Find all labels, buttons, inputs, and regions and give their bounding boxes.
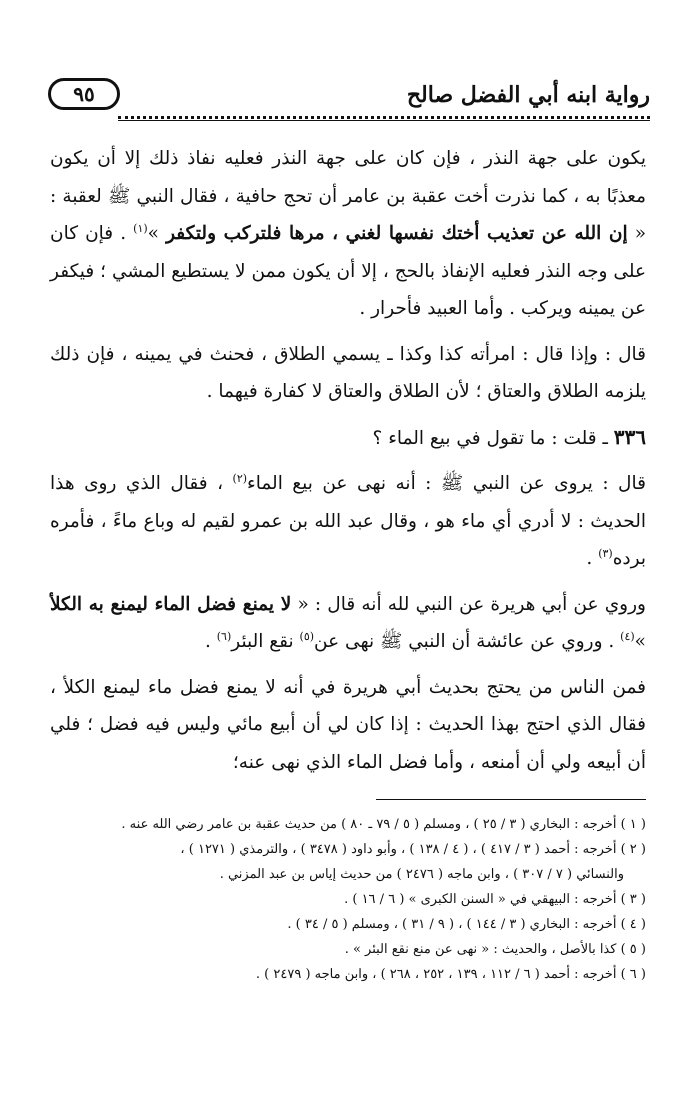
footnote-1: ( ١ ) أخرجه : البخاري ( ٣ / ٢٥ ) ، ومسلم ( ٥ / ٧٩ ـ ٨٠ ) من حديث عقبة بن عامر رضي الله عنه . (121, 817, 646, 832)
main-text (50, 140, 646, 781)
paragraph-1: يكون على جهة النذر ، فإن كان على جهة النذر فعليه نفاذ ذلك إلا أن يكون معذبًا به ، كما نذرت أخت عقبة بن عامر أن تحج حافية ، فقال النبي ﷺ لعقبة : « إن الله عن تعذيب أختك نفسها لغني ، مرها فلتركب ولتكفر »$^{(١)}$ . فإن كان على وجه النذر فعليه الإنفاذ بالحج ، إلا أن يكون ممن لا يستطيع المشي ؛ فيكفر عن يمينه ويركب . وأما العبيد فأحرار . (50, 148, 647, 319)
header-dotted-rule (118, 116, 650, 119)
paragraph-4: قال : يروى عن النبي ﷺ : أنه نهى عن بيع الماء$^{(٢)}$ ، فقال الذي روى هذا الحديث : لا أدري أي ماء هو ، وقال عبد الله بن عمرو لقيم له وباع ماءً ، فأمره برده$^{(٣)}$ . (50, 471, 646, 569)
running-title: رواية ابنه أبي الفضل صالح (406, 82, 650, 108)
header-rule (118, 120, 650, 121)
footnote-ref: (٦) (216, 629, 232, 643)
footnotes (56, 812, 646, 987)
footnote-separator (376, 799, 646, 800)
hadith-quote: إن الله عن تعذيب أختك نفسها لغني ، مرها فلتركب ولتكفر (166, 223, 628, 244)
footnote-6: ( ٦ ) أخرجه : أحمد ( ٦ / ١١٢ ، ١٣٩ ، ٢٥٢ ، ٢٦٨ ) ، وابن ماجه ( ٢٤٧٩ ) . (255, 967, 646, 982)
footnote-3: ( ٣ ) أخرجه : البيهقي في « السنن الكبرى » ( ٦ / ١٦ ) . (344, 892, 646, 907)
paragraph-2: قال : وإذا قال : امرأته كذا وكذا ـ يسمي الطلاق ، فحنث في يمينه ، فإن ذلك يلزمه الطلاق والعتاق ؛ لأن الطلاق والعتاق لا كفارة فيهما . (50, 343, 646, 402)
question-heading: ٣٣٦ ـ قلت : ما تقول في بيع الماء ؟ (372, 424, 646, 449)
question-number: ٣٣٦ (613, 424, 646, 449)
footnote-ref: (١) (133, 221, 148, 235)
page-header (48, 78, 650, 118)
footnote-2: ( ٢ ) أخرجه : أحمد ( ٣ / ٤١٧ ) ، ( ٤ / ١٣٨ ) ، وأبو داود ( ٣٤٧٨ ) ، والترمذي ( ١٢٧١ ) ، (180, 842, 646, 857)
footnote-ref: (٣) (598, 546, 613, 560)
footnote-5: ( ٥ ) كذا بالأصل ، والحديث : « نهى عن منع نقع البئر » . (344, 942, 646, 957)
footnote-ref: (٤) (620, 629, 635, 643)
page-number: ٩٥ (48, 78, 120, 110)
footnote-2-continued: والنسائي ( ٧ / ٣٠٧ ) ، وابن ماجه ( ٢٤٧٦ ) من حديث إياس بن عبد المزني . (219, 867, 624, 882)
footnote-ref: (٢) (232, 471, 248, 485)
paragraph-6: فمن الناس من يحتج بحديث أبي هريرة في أنه لا يمنع فضل ماء ليمنع الكلأ ، فقال الذي احتج بهذا الحديث : إذا كان لي أن أبيع مائي وليس فيه فضل ؛ فلي أن أبيعه ولي أن أمنعه ، وأما فضل الماء الذي نهى عنه؛ (50, 676, 646, 773)
footnote-4: ( ٤ ) أخرجه : البخاري ( ٣ / ١٤٤ ) ، ( ٩ / ٣١ ) ، ومسلم ( ٥ / ٣٤ ) . (287, 917, 646, 932)
paragraph-5: وروي عن أبي هريرة عن النبي لله أنه قال : « لا يمنع فضل الماء ليمنع به الكلأ »$^{(٤)}$ . وروي عن عائشة أن النبي ﷺ نهى عن$^{(٥)}$ نقع البئر$^{(٦)}$ . (50, 593, 646, 652)
footnote-ref: (٥) (299, 629, 315, 643)
hadith-quote: لا يمنع فضل الماء ليمنع به الكلأ (50, 593, 292, 615)
